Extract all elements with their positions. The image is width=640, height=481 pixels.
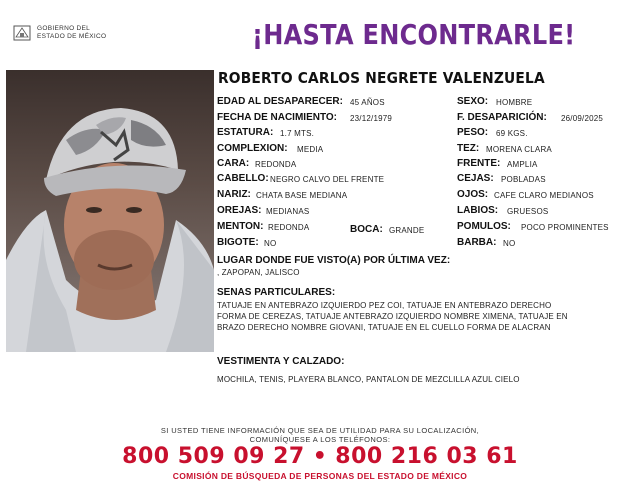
particular-marks-line-3: BRAZO DERECHO NOMBRE GIOVANI, TATUAJE EN EL CUELLO FORMA DE ALACRAN xyxy=(217,323,551,332)
label-bigote: BIGOTE: xyxy=(217,237,259,248)
logo-line-1: GOBIERNO DEL xyxy=(37,25,91,32)
missing-person-photo xyxy=(6,70,214,352)
label-f-desaparicion: F. DESAPARICIÓN: xyxy=(457,112,547,123)
value-frente: AMPLIA xyxy=(507,160,538,169)
value-sexo: HOMBRE xyxy=(496,98,533,107)
field-cabello xyxy=(217,173,269,184)
person-name: ROBERTO CARLOS NEGRETE VALENZUELA xyxy=(218,69,545,87)
label-cabello: CABELLO: xyxy=(217,173,269,184)
field-boca xyxy=(350,224,383,235)
label-labios: LABIOS: xyxy=(457,205,499,216)
field-pomulos xyxy=(457,221,511,232)
value-cabello: NEGRO CALVO DEL FRENTE xyxy=(270,175,385,184)
value-tez: MORENA CLARA xyxy=(486,145,552,154)
clothing-label: VESTIMENTA Y CALZADO: xyxy=(217,356,345,367)
field-cejas xyxy=(457,173,494,184)
field-sexo xyxy=(457,96,488,107)
label-ojos: OJOS: xyxy=(457,189,489,200)
label-boca: BOCA: xyxy=(350,224,383,235)
phone-2[interactable]: 800 216 03 61 xyxy=(335,444,518,469)
info-line-1: SI USTED TIENE INFORMACIÓN QUE SEA DE UTILIDAD PARA SU LOCALIZACIÓN, xyxy=(160,426,480,435)
value-nariz: CHATA BASE MEDIANA xyxy=(256,191,348,200)
value-boca: GRANDE xyxy=(389,226,425,235)
field-tez xyxy=(457,143,479,154)
value-labios: GRUESOS xyxy=(507,207,549,216)
value-cara: REDONDA xyxy=(255,160,297,169)
value-estatura: 1.7 MTS. xyxy=(280,129,315,138)
label-sexo: SEXO: xyxy=(457,96,489,107)
field-estatura xyxy=(217,127,273,138)
value-orejas: MEDIANAS xyxy=(266,207,310,216)
value-pomulos: POCO PROMINENTES xyxy=(521,223,609,232)
page-title: ¡HASTA ENCONTRARLE! xyxy=(252,18,576,51)
value-menton: REDONDA xyxy=(268,223,310,232)
field-labios xyxy=(457,205,498,216)
info-line-2: COMUNÍQUESE A LOS TELÉFONOS: xyxy=(249,435,391,444)
label-peso: PESO: xyxy=(457,127,489,138)
field-edad xyxy=(217,96,343,107)
label-frente: FRENTE: xyxy=(457,158,501,169)
phone-separator: • xyxy=(312,444,328,469)
government-logo xyxy=(12,22,132,44)
label-barba: BARBA: xyxy=(457,237,497,248)
label-orejas: OREJAS: xyxy=(217,205,262,216)
field-cara xyxy=(217,158,249,169)
value-peso: 69 KGS. xyxy=(496,129,528,138)
label-fecha-nacimiento: FECHA DE NACIMIENTO: xyxy=(217,112,337,123)
logo-line-2: ESTADO DE MÉXICO xyxy=(37,33,107,40)
label-edad: EDAD AL DESAPARECER: xyxy=(217,96,343,107)
value-cejas: POBLADAS xyxy=(501,175,546,184)
field-bigote xyxy=(217,237,259,248)
state-seal-icon xyxy=(12,23,32,43)
label-nariz: NARIZ: xyxy=(217,189,251,200)
particular-marks-line-2: FORMA DE CEREZAS, TATUAJE ANTEBRAZO IZQUIERDO NOMBRE XIMENA, TATUAJE EN xyxy=(217,312,568,321)
value-ojos: CAFE CLARO MEDIANOS xyxy=(494,191,594,200)
phone-numbers xyxy=(0,444,640,469)
phone-1[interactable]: 800 509 09 27 xyxy=(122,444,305,469)
field-peso xyxy=(457,127,488,138)
label-cara: CARA: xyxy=(217,158,250,169)
field-ojos xyxy=(457,189,488,200)
value-f-desaparicion: 26/09/2025 xyxy=(561,114,604,123)
field-complexion xyxy=(217,143,288,154)
value-edad: 45 AÑOS xyxy=(350,98,385,107)
value-complexion: MEDIA xyxy=(297,145,324,154)
clothing-value: MOCHILA, TENIS, PLAYERA BLANCO, PANTALON DE MEZCLILLA AZUL CIELO xyxy=(217,375,520,384)
field-nariz xyxy=(217,189,251,200)
value-fecha-nacimiento: 23/12/1979 xyxy=(350,114,393,123)
field-menton xyxy=(217,221,263,232)
label-complexion: COMPLEXION: xyxy=(217,143,288,154)
label-pomulos: POMULOS: xyxy=(457,221,511,232)
value-bigote: NO xyxy=(264,239,277,248)
field-frente xyxy=(457,158,500,169)
label-menton: MENTON: xyxy=(217,221,264,232)
last-seen-label: LUGAR DONDE FUE VISTO(A) POR ÚLTIMA VEZ: xyxy=(217,255,451,266)
label-tez: TEZ: xyxy=(457,143,480,154)
field-f-desaparicion xyxy=(457,112,547,123)
field-barba xyxy=(457,237,496,248)
particular-marks-line-1: TATUAJE EN ANTEBRAZO IZQUIERDO PEZ COI, TATUAJE EN ANTEBRAZO DERECHO xyxy=(217,301,552,310)
label-cejas: CEJAS: xyxy=(457,173,494,184)
field-orejas xyxy=(217,205,261,216)
particular-marks-label: SENAS PARTICULARES: xyxy=(217,287,336,298)
field-fecha-nacimiento xyxy=(217,112,337,123)
header xyxy=(0,0,640,62)
value-barba: NO xyxy=(503,239,516,248)
last-seen-value: , ZAPOPAN, JALISCO xyxy=(217,268,300,277)
commission-name: COMISIÓN DE BÚSQUEDA DE PERSONAS DEL ESTADO DE MÉXICO xyxy=(172,471,468,481)
label-estatura: ESTATURA: xyxy=(217,127,274,138)
